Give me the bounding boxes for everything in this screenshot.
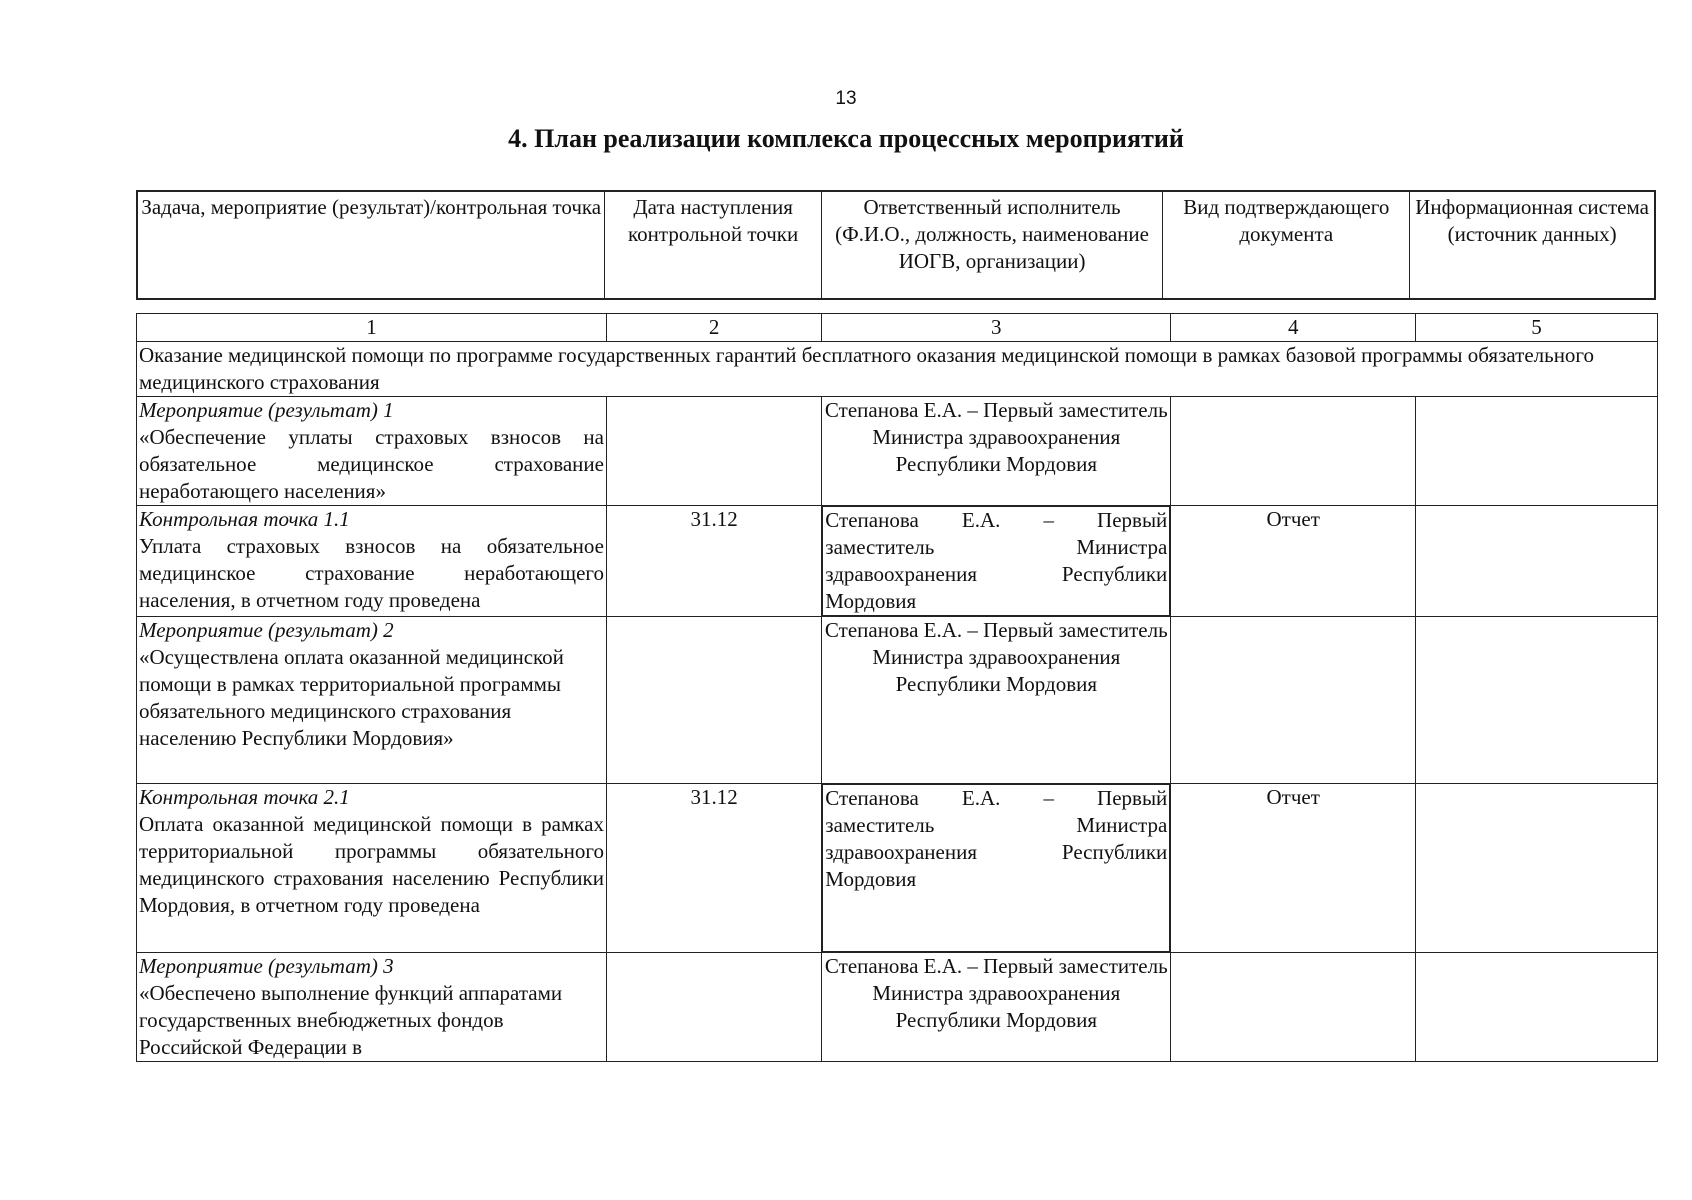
row-label: Мероприятие (результат) 3 xyxy=(139,954,394,978)
date-cell xyxy=(606,953,821,1062)
row-label: Контрольная точка 1.1 xyxy=(139,507,350,531)
header-table xyxy=(136,190,1656,300)
table-row xyxy=(137,953,1658,1062)
document-cell: Отчет xyxy=(1171,784,1416,953)
responsible-cell: Степанова Е.А. – Первый заместитель Министра здравоохранения Республики Мордовия xyxy=(822,506,1170,616)
task-cell xyxy=(137,397,607,506)
row-label: Контрольная точка 2.1 xyxy=(139,785,350,809)
page-number: 13 xyxy=(835,88,857,109)
responsible-cell: Степанова Е.А. – Первый заместитель Министра здравоохранения Республики Мордовия xyxy=(822,617,1171,784)
header-responsible: Ответственный исполнитель (Ф.И.О., должность, наименование ИОГВ, организации) xyxy=(821,191,1163,299)
row-text: «Обеспечение уплаты страховых взносов на обязательное медицинское страхование неработающего населения» xyxy=(139,425,604,503)
date-cell xyxy=(606,397,821,506)
header-date: Дата наступления контрольной точки xyxy=(605,191,821,299)
table-row xyxy=(137,506,1658,617)
column-number: 3 xyxy=(822,314,1171,342)
task-cell xyxy=(137,506,607,617)
responsible-cell: Степанова Е.А. – Первый заместитель Министра здравоохранения Республики Мордовия xyxy=(822,953,1171,1062)
section-title: Оказание медицинской помощи по программе государственных гарантий бесплатного оказания медицинской помощи в рамках базовой программы обязательного медицинского страхования xyxy=(137,342,1658,397)
header-document: Вид подтверждающего документа xyxy=(1163,191,1410,299)
page-title: 4. План реализации комплекса процессных мероприятий xyxy=(508,124,1184,153)
system-cell xyxy=(1416,506,1658,617)
section-row xyxy=(137,342,1658,397)
task-cell xyxy=(137,617,607,784)
column-numbers-row xyxy=(137,314,1658,342)
responsible-cell: Степанова Е.А. – Первый заместитель Министра здравоохранения Республики Мордовия xyxy=(822,784,1170,952)
date-cell: 31.12 xyxy=(606,784,821,953)
date-cell xyxy=(606,617,821,784)
system-cell xyxy=(1416,784,1658,953)
row-text: Уплата страховых взносов на обязательное медицинское страхование неработающего населения, в отчетном году проведена xyxy=(139,534,604,612)
row-text: Оплата оказанной медицинской помощи в рамках территориальной программы обязательного медицинского страхования населению Республики Мордовия, в отчетном году проведена xyxy=(139,812,604,917)
document-cell: Отчет xyxy=(1171,506,1416,617)
row-label: Мероприятие (результат) 1 xyxy=(139,398,394,422)
column-number: 5 xyxy=(1416,314,1658,342)
document-cell xyxy=(1171,953,1416,1062)
system-cell xyxy=(1416,617,1658,784)
task-cell xyxy=(137,953,607,1062)
task-cell xyxy=(137,784,607,953)
table-row xyxy=(137,784,1658,953)
plan-table xyxy=(136,313,1658,1062)
row-text: «Осуществлена оплата оказанной медицинской помощи в рамках территориальной программы обязательного медицинского страхования населению Республики Мордовия» xyxy=(139,645,564,750)
date-cell: 31.12 xyxy=(606,506,821,617)
column-number: 1 xyxy=(137,314,607,342)
column-number: 4 xyxy=(1171,314,1416,342)
responsible-cell: Степанова Е.А. – Первый заместитель Министра здравоохранения Республики Мордовия xyxy=(822,397,1171,506)
document-cell xyxy=(1171,397,1416,506)
system-cell xyxy=(1416,397,1658,506)
row-text: «Обеспечено выполнение функций аппаратами государственных внебюджетных фондов Российской Федерации в xyxy=(139,981,563,1059)
column-number: 2 xyxy=(606,314,821,342)
system-cell xyxy=(1416,953,1658,1062)
document-cell xyxy=(1171,617,1416,784)
header-system: Информационная система (источник данных) xyxy=(1410,191,1655,299)
header-task: Задача, мероприятие (результат)/контрольная точка xyxy=(137,191,605,299)
table-row xyxy=(137,617,1658,784)
header-row xyxy=(137,191,1655,299)
table-row xyxy=(137,397,1658,506)
row-label: Мероприятие (результат) 2 xyxy=(139,618,394,642)
